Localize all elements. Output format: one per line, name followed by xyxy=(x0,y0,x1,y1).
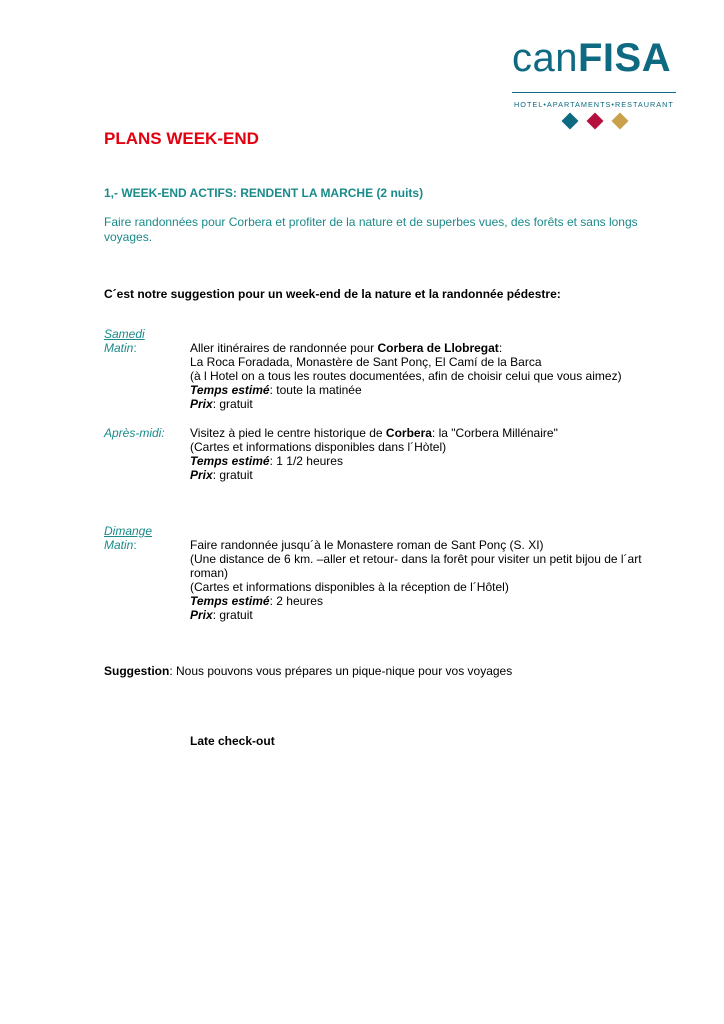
dimange-matin-line3: (Cartes et informations disponibles à la réception de l´Hôtel) xyxy=(190,580,509,594)
logo-diamond-gold xyxy=(612,113,629,130)
samedi-matin-block: Aller itinéraires de randonnée pour Corbera de Llobregat: La Roca Foradada, Monastère de Sant Ponç, El Camí de la Barca (à l Hotel on a tous les routes documentées, afin de choisir celui que vous aimez) Temps estimé: toute la matinée Prix: gratuit xyxy=(190,341,660,411)
day-label-samedi: Samedi xyxy=(104,327,145,341)
samedi-matin-note: (à l Hotel on a tous les routes documentées, afin de choisir celui que vous aimez) xyxy=(190,369,622,383)
section-heading: 1,- WEEK-END ACTIFS: RENDENT LA MARCHE (2 nuits) xyxy=(104,186,424,200)
slot-label-samedi-apres-midi: Après-midi: xyxy=(104,426,165,440)
dimange-matin-block: Faire randonnée jusqu´à le Monastere roman de Sant Ponç (S. XI) (Une distance de 6 km. –aller et retour- dans la forêt pour visiter un petit bijou de l´art roman) (Cartes et informations disponibles à la réception de l´Hôtel) Temps estimé: 2 heures Prix: gratuit xyxy=(190,538,660,622)
slot-label-dimange-matin: Matin: xyxy=(104,538,137,552)
logo-diamond-blue xyxy=(562,113,579,130)
logo-diamond-red xyxy=(587,113,604,130)
samedi-apres-midi-note: (Cartes et informations disponibles dans l´Hòtel) xyxy=(190,440,447,454)
logo-subtitle: HOTEL•APARTAMENTS•RESTAURANT xyxy=(514,100,674,109)
logo-rule xyxy=(512,92,676,93)
suggestion-note: Suggestion: Nous pouvons vous prépares un pique-nique pour vos voyages xyxy=(104,664,513,678)
samedi-matin-places: La Roca Foradada, Monastère de Sant Ponç, El Camí de la Barca xyxy=(190,355,542,369)
suggestion-heading: C´est notre suggestion pour un week-end de la nature et la randonnée pédestre: xyxy=(104,287,561,301)
section-intro: Faire randonnées pour Corbera et profiter de la nature et de superbes vues, des forêts et sans longs voyages. xyxy=(104,215,638,244)
day-label-dimange: Dimange xyxy=(104,524,153,538)
dimange-matin-line2: (Une distance de 6 km. –aller et retour- dans la forêt pour visiter un petit bijou de l´art roman) xyxy=(190,552,642,580)
slot-label-samedi-matin: Matin: xyxy=(104,341,137,355)
page-title: PLANS WEEK-END xyxy=(104,129,259,148)
samedi-apres-midi-block: Visitez à pied le centre historique de Corbera: la "Corbera Millénaire" (Cartes et informations disponibles dans l´Hòtel) Temps estimé: 1 1/2 heures Prix: gratuit xyxy=(190,426,660,482)
late-checkout: Late check-out xyxy=(190,734,275,748)
dimange-matin-line1: Faire randonnée jusqu´à le Monastere roman de Sant Ponç (S. XI) xyxy=(190,538,544,552)
canfisa-logo xyxy=(512,36,682,116)
logo-wordmark: canFISA xyxy=(512,36,672,80)
